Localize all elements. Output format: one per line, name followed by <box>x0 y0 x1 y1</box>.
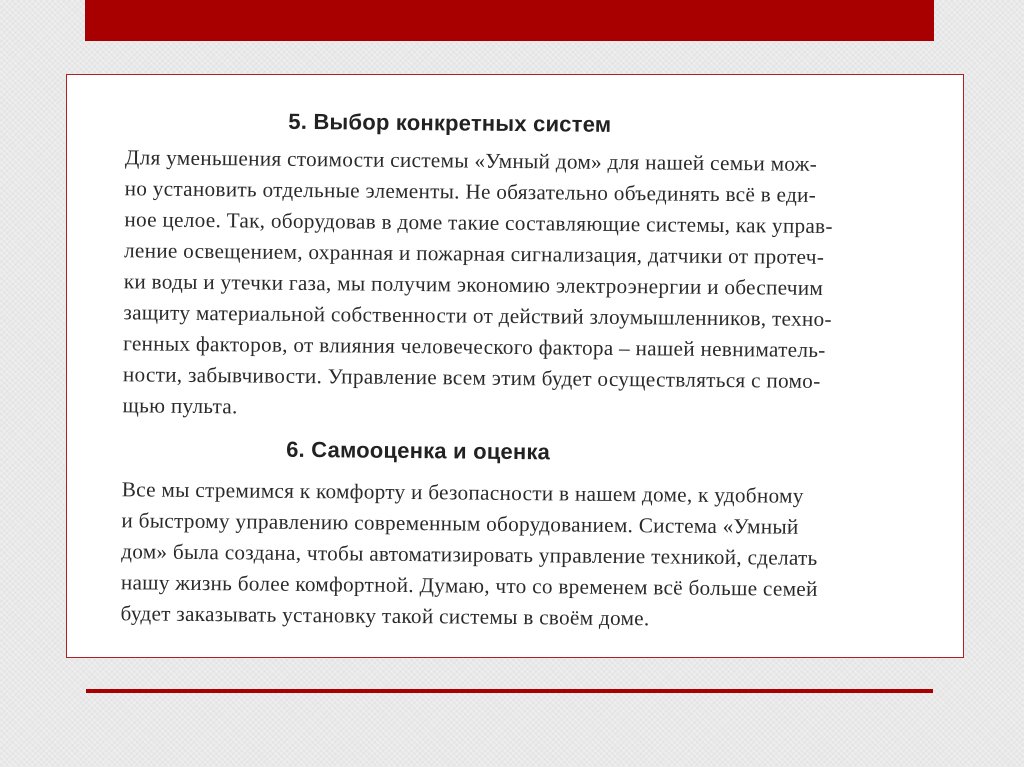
paragraph-line: но установить отдельные элементы. Не обязательно объединять всё в еди- <box>124 176 817 207</box>
top-accent-bar <box>85 0 934 41</box>
paragraph-line: Все мы стремимся к комфорту и безопасности в нашем доме, к удобному <box>121 477 804 508</box>
paragraph-line: щью пульта. <box>122 393 238 419</box>
paragraph-line: и быстрому управлению современным оборудованием. Система «Умный <box>121 508 799 539</box>
section-5-paragraph <box>122 142 973 429</box>
paragraph-line: генных факторов, от влияния человеческого фактора – нашей невниматель- <box>123 331 826 362</box>
paragraph-line: ки воды и утечки газа, мы получим экономию электроэнергии и обеспечим <box>123 269 824 300</box>
section-6-paragraph <box>120 474 969 637</box>
paragraph-line: ное целое. Так, оборудовав в доме такие составляющие системы, как управ- <box>124 207 833 239</box>
paragraph-line: дом» была создана, чтобы автоматизировать управление техникой, сделать <box>121 539 818 570</box>
section-6-heading: 6. Самооценка и оценка <box>286 436 551 465</box>
paragraph-line: ление освещением, охранная и пожарная сигнализация, датчики от протеч- <box>123 238 825 269</box>
bottom-divider <box>86 689 933 693</box>
scanned-page <box>64 71 966 662</box>
paragraph-line: защиту материальной собственности от действий злоумышленников, техно- <box>123 300 832 332</box>
content-frame <box>66 74 964 658</box>
section-5-heading: 5. Выбор конкретных систем <box>288 108 612 137</box>
paragraph-line: будет заказывать установку такой системы в своём доме. <box>120 601 650 631</box>
paragraph-line: ности, забывчивости. Управление всем этим будет осуществляться с помо- <box>122 362 821 393</box>
paragraph-line: Для уменьшения стоимости системы «Умный дом» для нашей семьи мож- <box>124 145 818 176</box>
paragraph-line: нашу жизнь более комфортной. Думаю, что со временем всё больше семей <box>120 570 818 601</box>
